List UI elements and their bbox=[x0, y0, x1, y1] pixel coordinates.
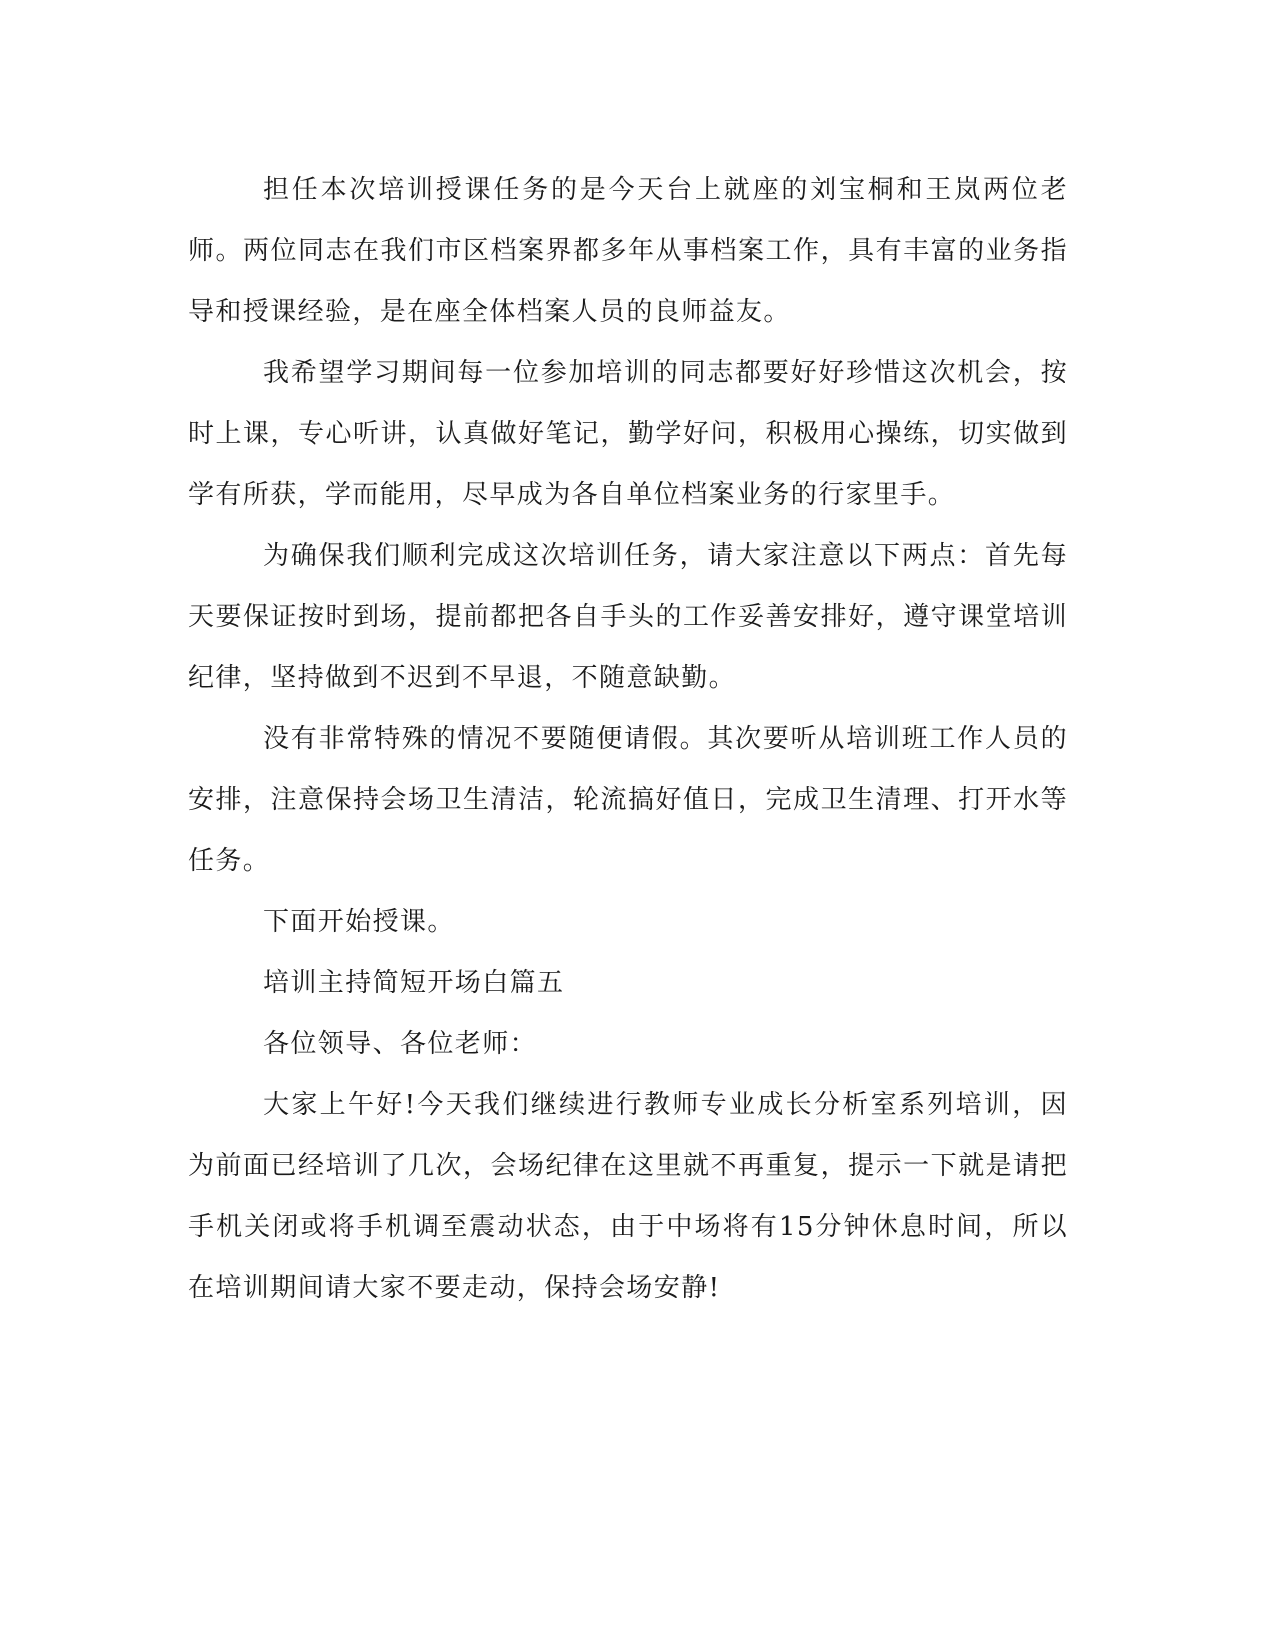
paragraph-instructors: 担任本次培训授课任务的是今天台上就座的刘宝桐和王岚两位老师。两位同志在我们市区档案界都多年从事档案工作，具有丰富的业务指导和授课经验，是在座全体档案人员的良师益友。 bbox=[188, 175, 1068, 327]
paragraph-opening-remarks: 大家上午好!今天我们继续进行教师专业成长分析室系列培训，因为前面已经培训了几次，会场纪律在这里就不再重复，提示一下就是请把手机关闭或将手机调至震动状态，由于中场将有15分钟休息时间，所以在培训期间请大家不要走动，保持会场安静! bbox=[188, 1090, 1068, 1303]
document-body bbox=[188, 160, 1068, 1319]
section-heading: 培训主持简短开场白篇五 bbox=[263, 968, 565, 998]
paragraph-attendance-rules: 为确保我们顺利完成这次培训任务，请大家注意以下两点：首先每天要保证按时到场，提前都把各自手头的工作妥善安排好，遵守课堂培训纪律，坚持做到不迟到不早退，不随意缺勤。 bbox=[188, 541, 1068, 693]
paragraph-leave-and-duties: 没有非常特殊的情况不要随便请假。其次要听从培训班工作人员的安排，注意保持会场卫生清洁，轮流搞好值日，完成卫生清理、打开水等任务。 bbox=[188, 724, 1068, 876]
paragraph-start-class: 下面开始授课。 bbox=[263, 907, 455, 937]
greeting: 各位领导、各位老师： bbox=[263, 1029, 538, 1059]
paragraph-study-expectations: 我希望学习期间每一位参加培训的同志都要好好珍惜这次机会，按时上课，专心听讲，认真做好笔记，勤学好问，积极用心操练，切实做到学有所获，学而能用，尽早成为各自单位档案业务的行家里手。 bbox=[188, 358, 1068, 510]
